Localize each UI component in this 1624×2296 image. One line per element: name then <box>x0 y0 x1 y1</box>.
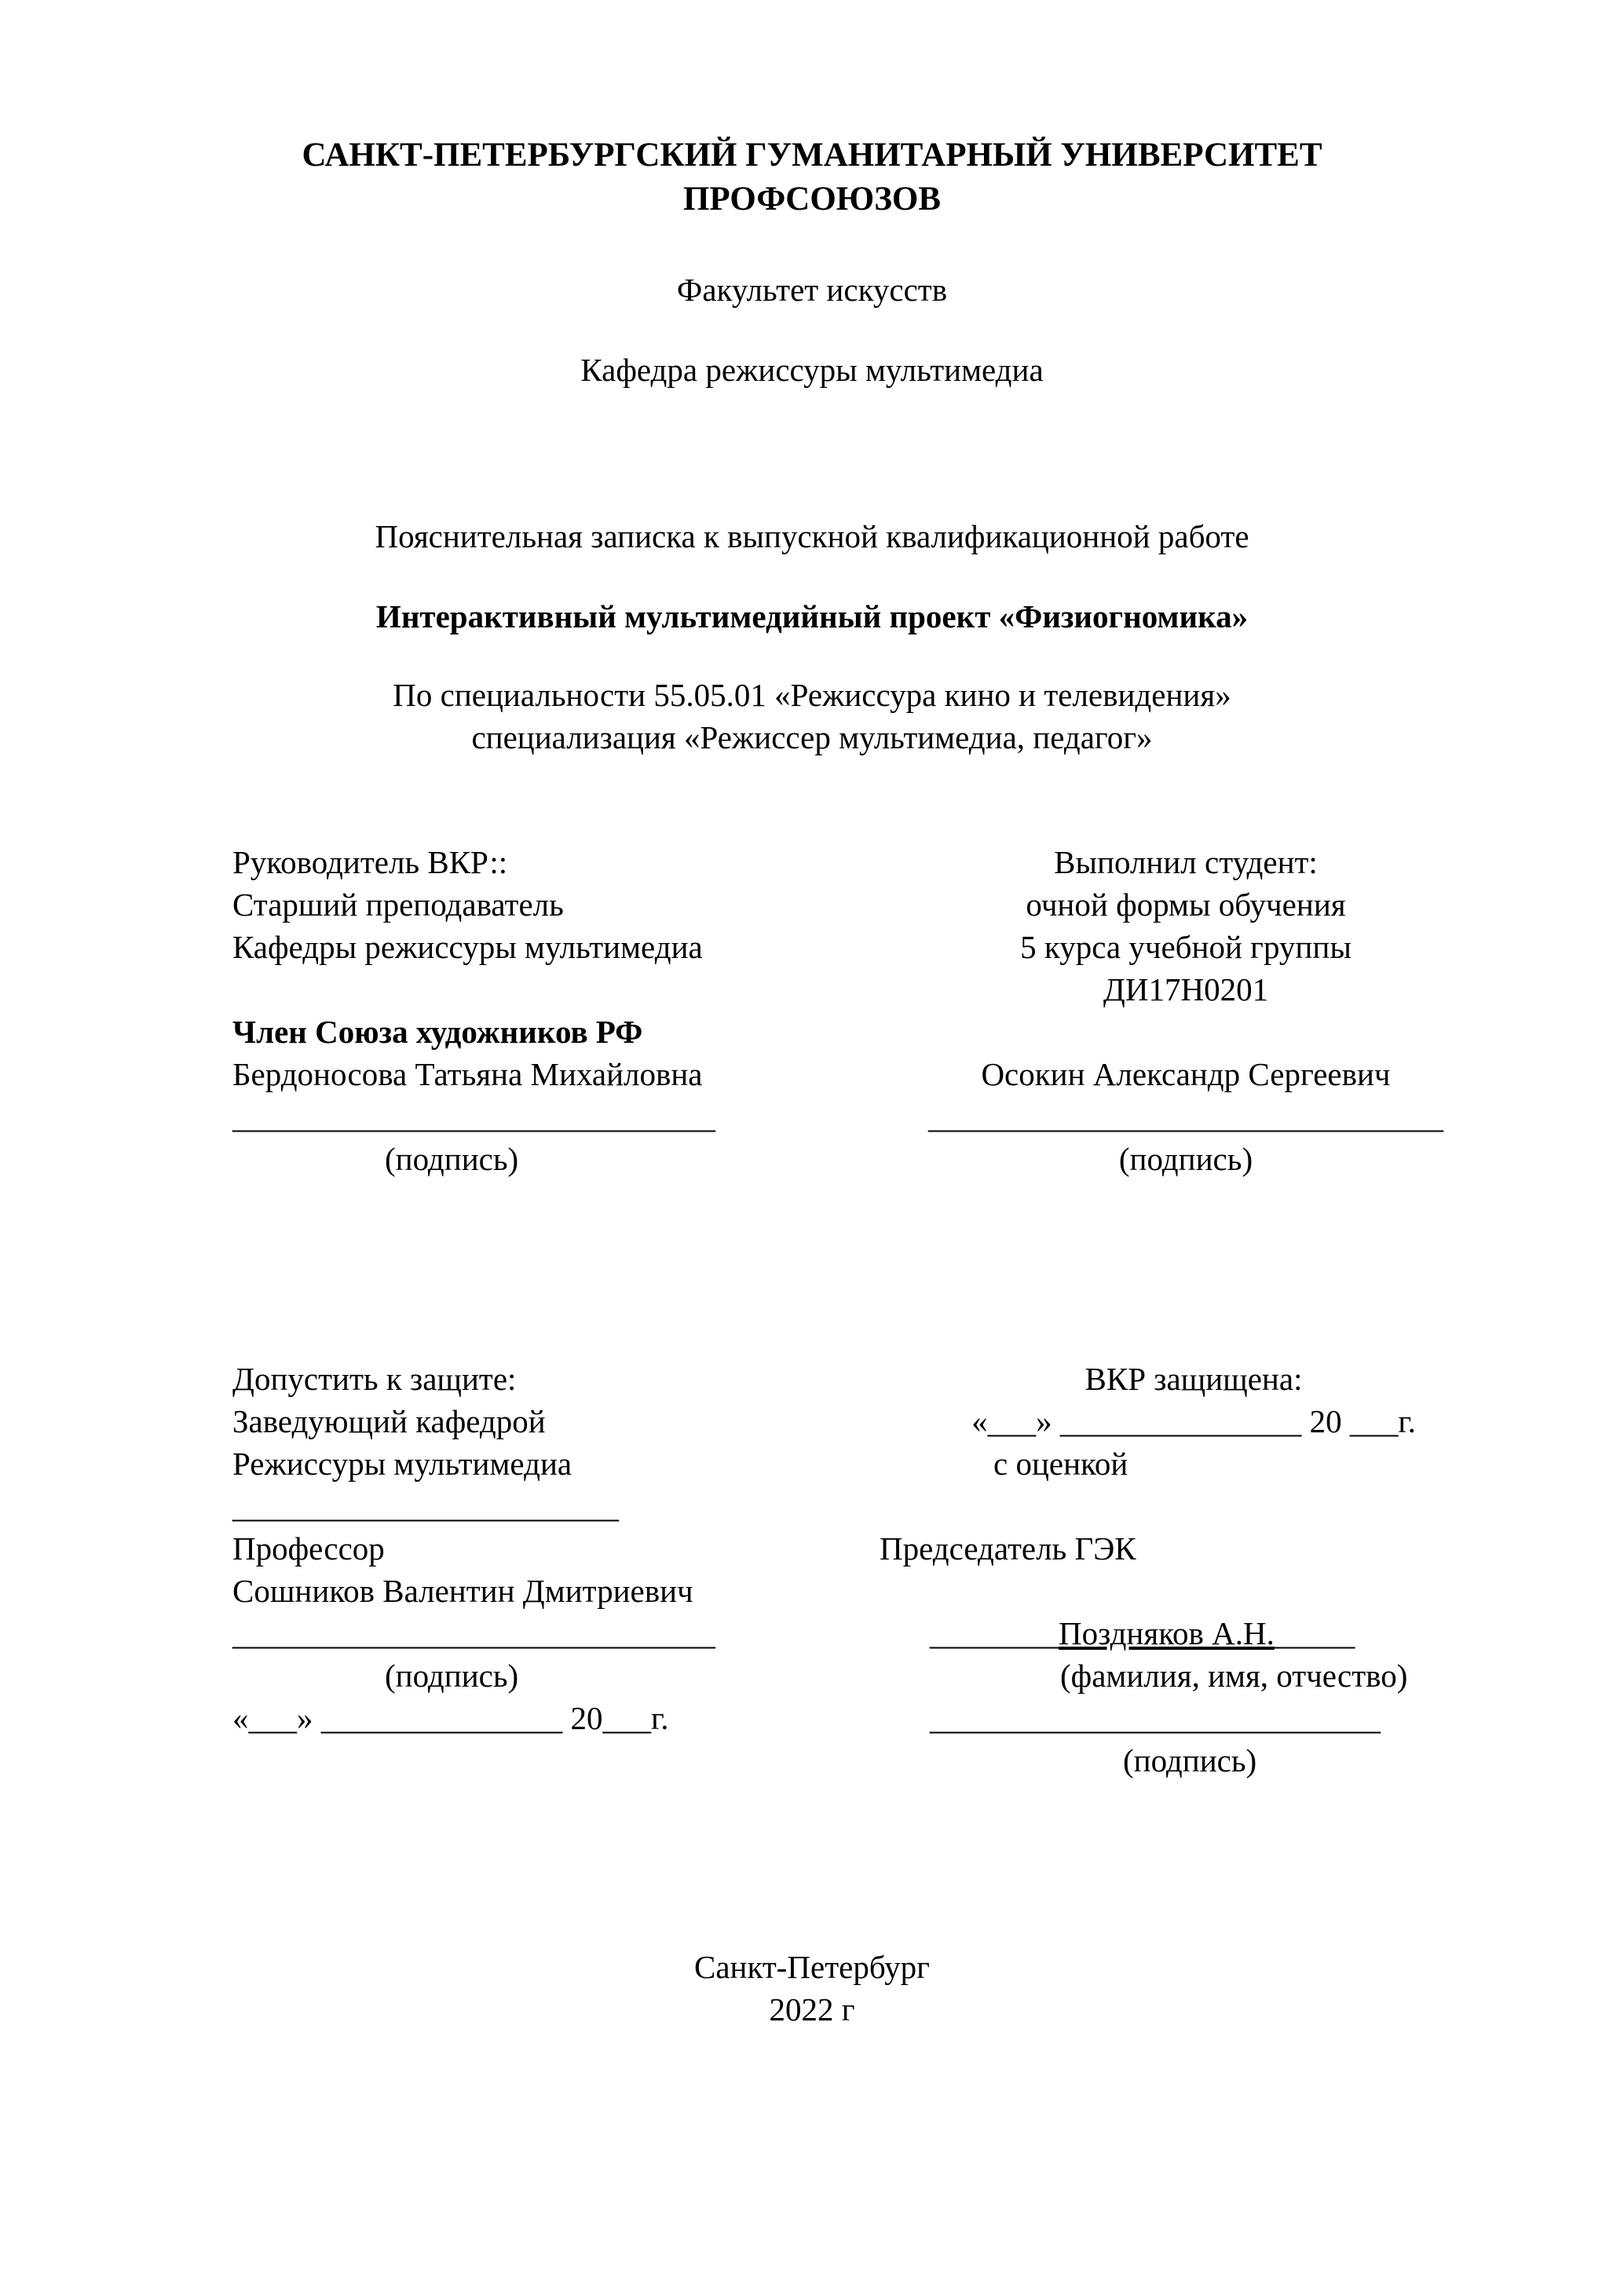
footer-city: Санкт-Петербург <box>694 1949 930 1985</box>
admission-head-title: Заведующий кафедрой <box>232 1403 546 1439</box>
defense-label: ВКР защищена: <box>1084 1361 1303 1397</box>
student-label: Выполнил студент: <box>1054 844 1318 880</box>
admission-signature-caption: (подпись) <box>385 1658 519 1694</box>
admission-position: Профессор <box>232 1530 385 1567</box>
spacer <box>880 1570 1508 1612</box>
project-title: Интерактивный мультимедийный проект «Физиогномика» <box>375 598 1249 634</box>
defense-grade-line: с оценкой <box>993 1446 1128 1482</box>
footer-year: 2022 г <box>769 1991 855 2027</box>
supervisor-block <box>232 841 911 1180</box>
supervisor-membership: Член Союза художников РФ <box>232 1014 643 1050</box>
supervisor-student-section <box>0 841 1624 1180</box>
chairman-label: Председатель ГЭК <box>880 1530 1136 1567</box>
chairman-signature-line: ____________________________ <box>930 1700 1381 1736</box>
admission-label: Допустить к защите: <box>232 1361 517 1397</box>
admission-defense-section <box>0 1358 1624 1782</box>
student-signature-caption: (подпись) <box>1118 1141 1253 1177</box>
supervisor-signature-caption: (подпись) <box>385 1141 519 1177</box>
admission-date-line: «___» _______________ 20___г. <box>232 1700 669 1736</box>
chairman-name-caption: (фамилия, имя, отчество) <box>1060 1658 1408 1694</box>
defense-date-line: «___» _______________ 20 ___г. <box>971 1403 1416 1439</box>
specialty-block <box>0 674 1624 759</box>
department-name: Кафедра режиссуры мультимедиа <box>580 352 1044 388</box>
specialty-line2: специализация «Режиссер мультимедиа, педагог» <box>471 719 1153 755</box>
university-name-line2: ПРОФСОЮЗОВ <box>682 181 942 218</box>
spacer <box>911 1011 1461 1053</box>
defense-block <box>880 1358 1508 1782</box>
supervisor-position-1: Старший преподаватель <box>232 887 564 923</box>
spacer <box>232 968 911 1011</box>
admission-name: Сошников Валентин Дмитриевич <box>232 1573 693 1609</box>
admission-signature-line: ______________________________ <box>232 1615 715 1651</box>
university-name <box>0 133 1624 221</box>
document-footer <box>0 1946 1624 2031</box>
chairman-underscore-suffix: _____ <box>1274 1615 1355 1651</box>
chairman-underscore-prefix: ________ <box>930 1615 1059 1651</box>
supervisor-signature-line: ______________________________ <box>232 1099 715 1135</box>
supervisor-position-2: Кафедры режиссуры мультимедиа <box>232 929 703 965</box>
admission-blank-line: ________________________ <box>232 1488 619 1524</box>
student-signature-line: ________________________________ <box>928 1099 1443 1135</box>
admission-block <box>232 1358 880 1782</box>
university-name-line1: САНКТ-ПЕТЕРБУРГСКИЙ ГУМАНИТАРНЫЙ УНИВЕРСИТЕТ <box>302 137 1322 174</box>
admission-department: Режиссуры мультимедиа <box>232 1446 572 1482</box>
specialty-line1: По специальности 55.05.01 «Режиссура кино и телевидения» <box>393 677 1231 713</box>
chairman-signature-caption: (подпись) <box>1123 1742 1257 1779</box>
spacer <box>880 1485 1508 1527</box>
supervisor-label: Руководитель ВКР:: <box>232 844 508 880</box>
faculty-name: Факультет искусств <box>676 272 948 308</box>
chairman-name-line <box>930 1612 1508 1654</box>
student-name: Осокин Александр Сергеевич <box>981 1056 1391 1092</box>
student-course-group: 5 курса учебной группы <box>1020 929 1352 965</box>
explanatory-note-line: Пояснительная записка к выпускной квалификационной работе <box>375 518 1249 554</box>
document-header <box>0 0 1624 759</box>
supervisor-name: Бердоносова Татьяна Михайловна <box>232 1056 703 1092</box>
chairman-name: Поздняков А.Н. <box>1059 1615 1275 1651</box>
student-block <box>911 841 1461 1180</box>
student-study-form: очной формы обучения <box>1026 887 1346 923</box>
student-group-code: ДИ17Н0201 <box>1103 971 1269 1007</box>
